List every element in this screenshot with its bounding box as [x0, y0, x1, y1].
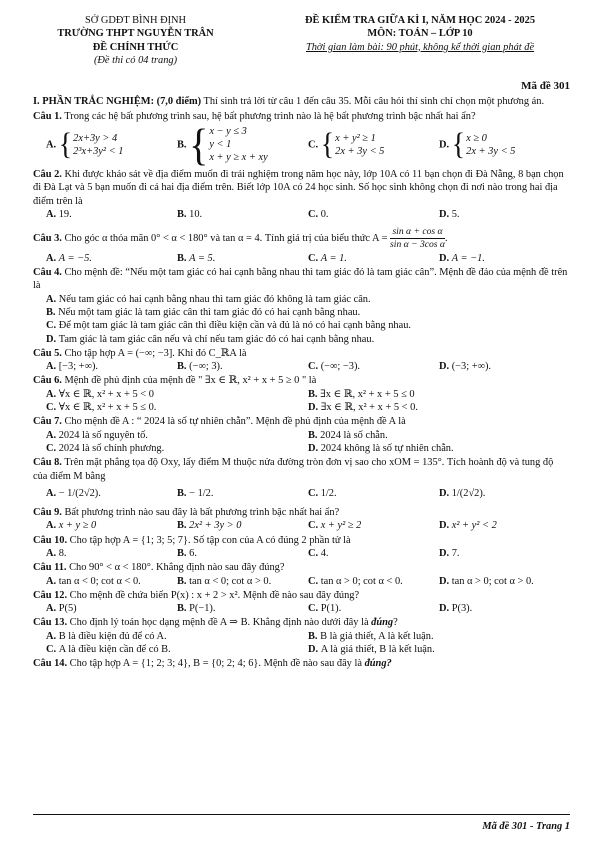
question-13-options-ab: A. B là điều kiện đủ để có A. B. B là giả thiết, A là kết luận. — [46, 630, 434, 642]
expression-fraction: $\frac{\text{sin α + cos α}}{\text{sin α − 3cos α}}$ — [390, 226, 445, 251]
question-11: Câu 11. Cho 90° < α < 180°. Khẳng định nào sau đây đúng? — [33, 562, 285, 574]
exam-title: ĐỀ KIỂM TRA GIỮA KÌ I, NĂM HỌC 2024 - 2025 — [304, 15, 536, 26]
question-7-options-cd: C. 2024 là số chính phương. D. 2024 không là số tự nhiên chẵn. — [46, 443, 454, 455]
question-4-options: A. Nếu tam giác có hai cạnh bằng nhau thì tam giác đó không là tam giác cân. B. Nếu một tam giác là tam giác cân thì tam giác đó có hai cạnh bằng nhau. C. Để một tam giác là tam giác cân thì điều kiện cần và đủ là nó có hai cạnh bằng nhau. D. Tam giác là tam giác cân nếu và chỉ nếu tam giác đó có hai cạnh bằng nhau. — [46, 293, 411, 345]
question-1 — [33, 110, 570, 123]
question-8-options: A. − 1/(2√2). B. − 1/2. C. 1/2. D. 1/(2√2). — [46, 488, 486, 500]
question-7-options-ab: A. 2024 là số nguyên tố. B. 2024 là số chẵn. — [46, 429, 388, 441]
question-3: Câu 3. Cho góc α thỏa mãn 0° < α < 180° và tan α = 4. Tính giá trị của biểu thức A = $\frac{\text{sin α + cos α}}{\text{sin α − 3cos α}}$ . — [33, 226, 448, 251]
question-12: Câu 12. Cho mệnh đề chứa biến P(x) : x + 2 > x². Mệnh đề nào sau đây đúng? — [33, 589, 360, 601]
subject: MÔN: TOÁN – LỚP 10 — [367, 28, 473, 40]
question-label: Câu 1. — [33, 110, 62, 122]
option-d: D. { x ≥ 0 2x + 3y < 5 — [439, 127, 516, 162]
page-footer: Mã đề 301 - Trang 1 — [482, 820, 570, 832]
option-c: C. { x + y² ≥ 1 2x + 3y < 5 — [308, 127, 385, 162]
question-11-options: A. tan α < 0; cot α < 0. B. tan α < 0; cot α > 0. C. tan α > 0; cot α < 0. D. tan α > 0; cot α > 0. — [46, 575, 534, 587]
question-10-options: A. 8. B. 6. C. 4. D. 7. — [46, 547, 460, 559]
question-3-options: A. A = −5. B. A = 5. C. A = 1. D. A = −1. — [46, 252, 485, 264]
question-text: Trong các hệ bất phương trình sau, hệ bất phương trình nào là hệ bất phương trình bậc nhất hai ẩn? — [61, 110, 476, 122]
option-b: B. { x − y ≤ 3 y < 1 x + y ≥ x + xy — [177, 119, 268, 170]
question-2-options: A. 19. B. 10. C. 0. D. 5. — [46, 208, 460, 220]
section-intro — [33, 95, 570, 108]
question-7: Câu 7. Cho mệnh đề A : “ 2024 là số tự nhiên chẵn”. Mệnh đề phủ định của mệnh đề A là — [33, 416, 406, 428]
question-6: Câu 6. Mệnh đề phủ định của mệnh đề " ∃x ∈ ℝ, x² + x + 5 ≥ 0 " là — [33, 375, 317, 387]
time-limit: Thời gian làm bài: 90 phút, không kể thời gian phát đề — [305, 41, 535, 53]
section-desc: Thí sinh trả lời từ câu 1 đến câu 35. Mỗi câu hỏi thí sinh chỉ chọn một phương án. — [201, 96, 545, 108]
page-count: (Đề thi có 04 trang) — [93, 54, 178, 66]
question-12-options: A. P(5) B. P(−1). C. P(1). D. P(3). — [46, 603, 473, 615]
header — [33, 14, 570, 67]
question-1-options — [33, 119, 570, 170]
question-8: Câu 8. Trên mặt phẳng tọa độ Oxy, lấy điểm M thuộc nửa đường tròn đơn vị sao cho xOM = 135°. Tích hoành độ và tung độ của điểm M bằng — [33, 457, 554, 482]
question-6-options-cd: C. ∀x ∈ ℝ, x² + x + 5 ≤ 0. D. ∃x ∈ ℝ, x² + x + 5 < 0. — [46, 402, 418, 414]
question-13: Câu 13. Cho định lý toán học dạng mệnh đề A ⇒ B. Khẳng định nào dưới đây là đúng? — [33, 617, 398, 629]
question-6-options-ab: A. ∀x ∈ ℝ, x² + x + 5 < 0 B. ∃x ∈ ℝ, x² + x + 5 ≤ 0 — [46, 388, 415, 400]
question-13-options-cd: C. A là điều kiện cần để có B. D. A là giả thiết, B là kết luận. — [46, 644, 435, 656]
question-5-options: A. [−3; +∞). B. (−∞; 3). C. (−∞; −3). D. (−3; +∞). — [46, 361, 492, 373]
official-label: ĐỀ CHÍNH THỨC — [92, 41, 179, 53]
header-left — [33, 14, 238, 67]
school-name: TRƯỜNG THPT NGUYỄN TRÂN — [57, 28, 214, 40]
footer-divider — [33, 814, 570, 815]
question-2: Câu 2. Khi được khảo sát về địa điểm muốn đi trải nghiệm trong năm học này, lớp 10A có 11 bạn chọn đi Đà Nẵng, 8 bạn chọn đi Đà Lạt và 5 bạn muốn đi cả hai địa điểm trên. Biết lớp 10A có 24 học sinh. Số học sinh không chọn đi nơi nào trong hai địa điểm trên là — [33, 168, 564, 207]
question-9: Câu 9. Bất phương trình nào sau đây là bất phương trình bậc nhất hai ẩn? — [33, 506, 340, 518]
question-10: Câu 10. Cho tập hợp A = {1; 3; 5; 7}. Số tập con của A có đúng 2 phần tử là — [33, 534, 351, 546]
question-4: Câu 4. Cho mệnh đề: “Nếu một tam giác có hai cạnh bằng nhau thì tam giác đó là tam giác cân”. Mệnh đề đảo của mệnh đề trên là — [33, 266, 568, 292]
exam-code: Mã đề 301 — [521, 80, 570, 92]
option-a: A. { 2x+3y > 4 2³x+3y² < 1 — [46, 127, 124, 162]
question-9-options: A. x + y ≥ 0 B. 2x² + 3y > 0 C. x + y² ≥ 2 D. x² + y² < 2 — [46, 520, 497, 532]
dept-name: SỞ GDĐT BÌNH ĐỊNH — [84, 15, 187, 26]
question-5: Câu 5. Cho tập hợp A = (−∞; −3]. Khi đó C_ℝA là — [33, 347, 247, 359]
header-right — [270, 14, 570, 67]
section-title: I. PHẦN TRẮC NGHIỆM: (7,0 điểm) — [33, 96, 202, 108]
question-14: Câu 14. Cho tập hợp A = {1; 2; 3; 4}, B = {0; 2; 4; 6}. Mệnh đề nào sau đây là đúng? — [33, 658, 392, 670]
